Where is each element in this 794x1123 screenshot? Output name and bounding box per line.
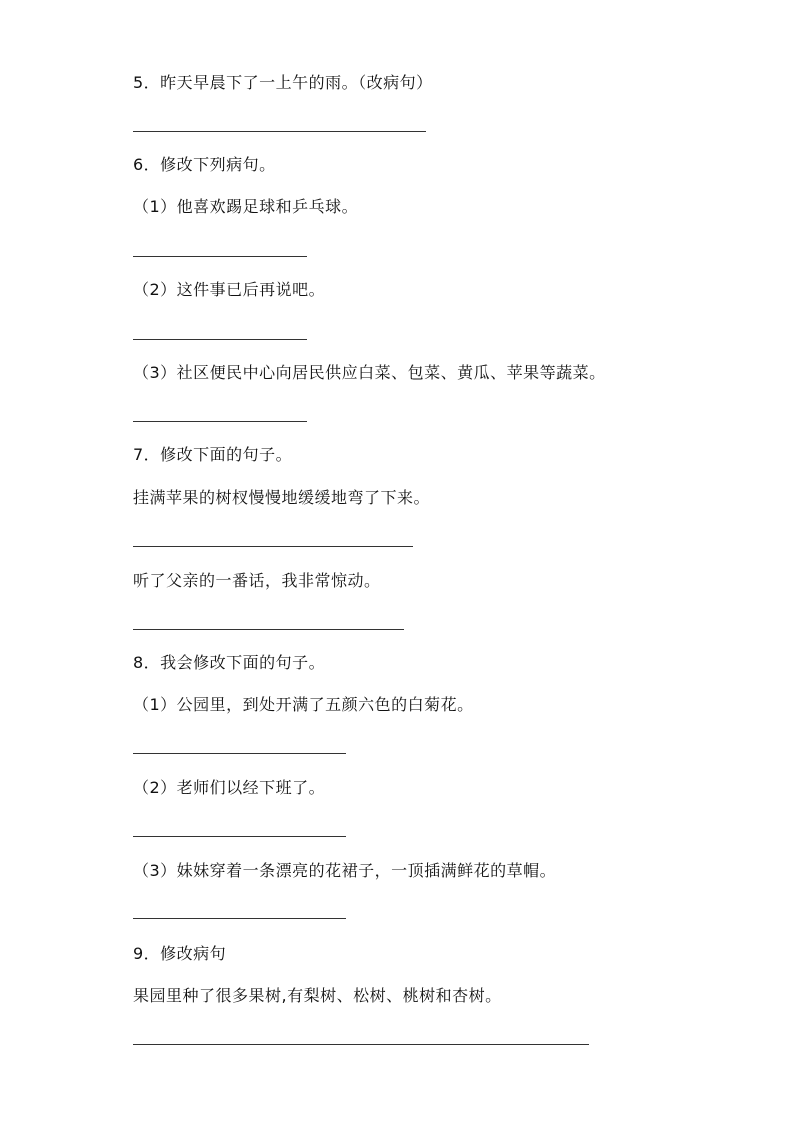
- question-6-1-sentence: （1）他喜欢踢足球和乒乓球。: [133, 197, 359, 216]
- answer-blank-7-2[interactable]: [133, 629, 404, 630]
- question-8-prompt: 8．我会修改下面的句子。: [133, 653, 326, 672]
- question-8-1-sentence: （1）公园里，到处开满了五颜六色的白菊花。: [133, 695, 474, 714]
- question-7-sentence-1: 挂满苹果的树杈慢慢地缓缓地弯了下来。: [133, 488, 431, 507]
- answer-blank-6-1[interactable]: [133, 256, 307, 257]
- question-6-2-sentence: （2）这件事已后再说吧。: [133, 280, 326, 299]
- question-8-3-sentence: （3）妹妹穿着一条漂亮的花裙子，一顶插满鲜花的草帽。: [133, 861, 557, 880]
- question-5-prompt: 5．昨天早晨下了一上午的雨。（改病句）: [133, 73, 433, 92]
- answer-blank-8-3[interactable]: [133, 918, 346, 919]
- answer-blank-8-1[interactable]: [133, 753, 346, 754]
- question-7-sentence-2: 听了父亲的一番话，我非常惊动。: [133, 571, 381, 590]
- answer-blank-6-2[interactable]: [133, 339, 307, 340]
- answer-blank-5[interactable]: [133, 131, 426, 132]
- answer-blank-6-3[interactable]: [133, 421, 307, 422]
- question-6-3-sentence: （3）社区便民中心向居民供应白菜、包菜、黄瓜、苹果等蔬菜。: [133, 363, 606, 382]
- question-9-sentence: 果园里种了很多果树,有梨树、松树、桃树和杏树。: [133, 986, 502, 1005]
- answer-blank-9[interactable]: [133, 1044, 589, 1045]
- question-9-prompt: 9．修改病句: [133, 944, 227, 963]
- question-6-prompt: 6．修改下列病句。: [133, 155, 276, 174]
- answer-blank-8-2[interactable]: [133, 836, 346, 837]
- answer-blank-7-1[interactable]: [133, 546, 413, 547]
- question-8-2-sentence: （2）老师们以经下班了。: [133, 778, 326, 797]
- question-7-prompt: 7．修改下面的句子。: [133, 445, 293, 464]
